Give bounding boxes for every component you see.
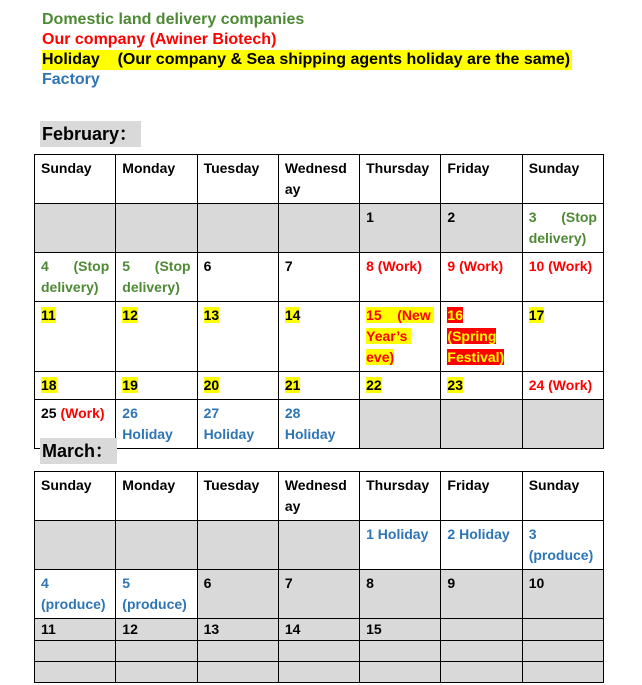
day-cell	[441, 372, 522, 400]
day-cell: 1	[360, 204, 441, 253]
day-cell: 7	[278, 253, 359, 302]
day-cell: 11	[35, 619, 116, 641]
header-cell: Wednesday	[278, 155, 359, 204]
day-cell	[360, 302, 441, 372]
march-title: March：	[40, 438, 117, 464]
day-cell: 2	[441, 204, 522, 253]
holiday-day: 14	[284, 307, 301, 323]
day-cell	[278, 521, 359, 570]
holiday-day: 18	[41, 377, 57, 393]
header-cell: Thursday	[360, 472, 441, 521]
day-cell	[35, 372, 116, 400]
day-cell: 1 Holiday	[360, 521, 441, 570]
header-row	[35, 155, 604, 204]
holiday-day: 11	[41, 307, 56, 323]
holiday-day: 22	[366, 377, 382, 393]
day-cell	[522, 641, 603, 662]
february-calendar-table	[34, 154, 604, 449]
holiday-day: 17	[528, 307, 545, 323]
day-cell: 27 Holiday	[197, 400, 278, 449]
day-cell	[360, 641, 441, 662]
header-cell: Friday	[441, 472, 522, 521]
day-cell	[116, 641, 197, 662]
day-cell: 5 (Stop delivery)	[116, 253, 197, 302]
day-cell: 24 (Work)	[522, 372, 603, 400]
day-cell: 13	[197, 619, 278, 641]
header-cell: Sunday	[35, 472, 116, 521]
day-cell	[197, 372, 278, 400]
header-cell: Thursday	[360, 155, 441, 204]
header-row	[35, 472, 604, 521]
day-cell	[360, 372, 441, 400]
table-row	[35, 521, 604, 570]
header-cell: Sunday	[522, 472, 603, 521]
day-cell	[35, 662, 116, 683]
table-row	[35, 253, 604, 302]
day-cell: 9	[441, 570, 522, 619]
day-cell: 8	[360, 570, 441, 619]
header-cell: Tuesday	[197, 155, 278, 204]
day-cell	[360, 662, 441, 683]
legend-factory: Factory	[42, 71, 100, 88]
holiday-day: 13	[203, 307, 220, 323]
table-row	[35, 302, 604, 372]
day-cell	[441, 400, 522, 449]
day-cell	[441, 302, 522, 372]
day-cell	[35, 521, 116, 570]
header-cell: Monday	[116, 472, 197, 521]
day-cell	[278, 641, 359, 662]
header-cell: Friday	[441, 155, 522, 204]
day-cell	[197, 521, 278, 570]
day-cell	[197, 204, 278, 253]
day-cell: 10 (Work)	[522, 253, 603, 302]
day-cell: 14	[278, 619, 359, 641]
holiday-day: 12	[122, 307, 138, 323]
day-cell	[35, 641, 116, 662]
table-row	[35, 641, 604, 662]
day-cell	[197, 662, 278, 683]
day-cell	[441, 619, 522, 641]
day-number: 25	[41, 405, 57, 421]
day-cell	[441, 641, 522, 662]
day-cell	[278, 372, 359, 400]
table-row	[35, 662, 604, 683]
header-cell: Wednesday	[278, 472, 359, 521]
new-years-eve: 15 (New Year’s eve)	[366, 307, 435, 365]
day-cell: 6	[197, 570, 278, 619]
day-cell	[116, 662, 197, 683]
day-cell: 28 Holiday	[278, 400, 359, 449]
day-cell	[522, 619, 603, 641]
table-row	[35, 372, 604, 400]
day-cell: 7	[278, 570, 359, 619]
day-cell: 15	[360, 619, 441, 641]
day-cell: 4 (produce)	[35, 570, 116, 619]
holiday-day: 21	[284, 377, 301, 393]
day-cell	[35, 204, 116, 253]
day-cell: 6	[197, 253, 278, 302]
legend	[42, 10, 572, 90]
header-cell: Sunday	[522, 155, 603, 204]
day-cell: 10	[522, 570, 603, 619]
day-cell: 26 Holiday	[116, 400, 197, 449]
holiday-day: 19	[122, 377, 138, 393]
header-cell: Tuesday	[197, 472, 278, 521]
day-cell	[116, 372, 197, 400]
day-cell: 8 (Work)	[360, 253, 441, 302]
day-cell: 5 (produce)	[116, 570, 197, 619]
header-cell: Sunday	[35, 155, 116, 204]
legend-domestic-delivery: Domestic land delivery companies	[42, 11, 305, 28]
table-row	[35, 400, 604, 449]
day-cell	[197, 641, 278, 662]
february-title: February：	[40, 121, 141, 147]
day-cell	[360, 400, 441, 449]
day-cell	[522, 302, 603, 372]
day-cell	[197, 302, 278, 372]
work-note: (Work)	[60, 405, 105, 421]
day-cell	[116, 204, 197, 253]
day-cell	[278, 204, 359, 253]
day-cell: 4 (Stop delivery)	[35, 253, 116, 302]
table-row	[35, 204, 604, 253]
legend-holiday: Holiday (Our company & Sea shipping agents holiday are the same)	[42, 51, 571, 68]
spring-festival: 16 (Spring Festival)	[447, 307, 505, 365]
header-cell: Monday	[116, 155, 197, 204]
holiday-day: 20	[203, 377, 220, 393]
day-cell: 3 (produce)	[522, 521, 603, 570]
day-cell	[116, 302, 197, 372]
day-cell: 3 (Stop delivery)	[522, 204, 603, 253]
legend-our-company: Our company (Awiner Biotech)	[42, 31, 277, 48]
day-cell: 12	[116, 619, 197, 641]
day-cell	[522, 662, 603, 683]
day-cell	[278, 302, 359, 372]
day-cell	[441, 662, 522, 683]
table-row	[35, 619, 604, 641]
march-calendar-table	[34, 471, 604, 683]
day-cell	[522, 400, 603, 449]
day-cell: 2 Holiday	[441, 521, 522, 570]
holiday-day: 23	[447, 377, 463, 393]
day-cell	[35, 302, 116, 372]
day-cell	[116, 521, 197, 570]
day-cell: 9 (Work)	[441, 253, 522, 302]
table-row	[35, 570, 604, 619]
day-cell	[278, 662, 359, 683]
